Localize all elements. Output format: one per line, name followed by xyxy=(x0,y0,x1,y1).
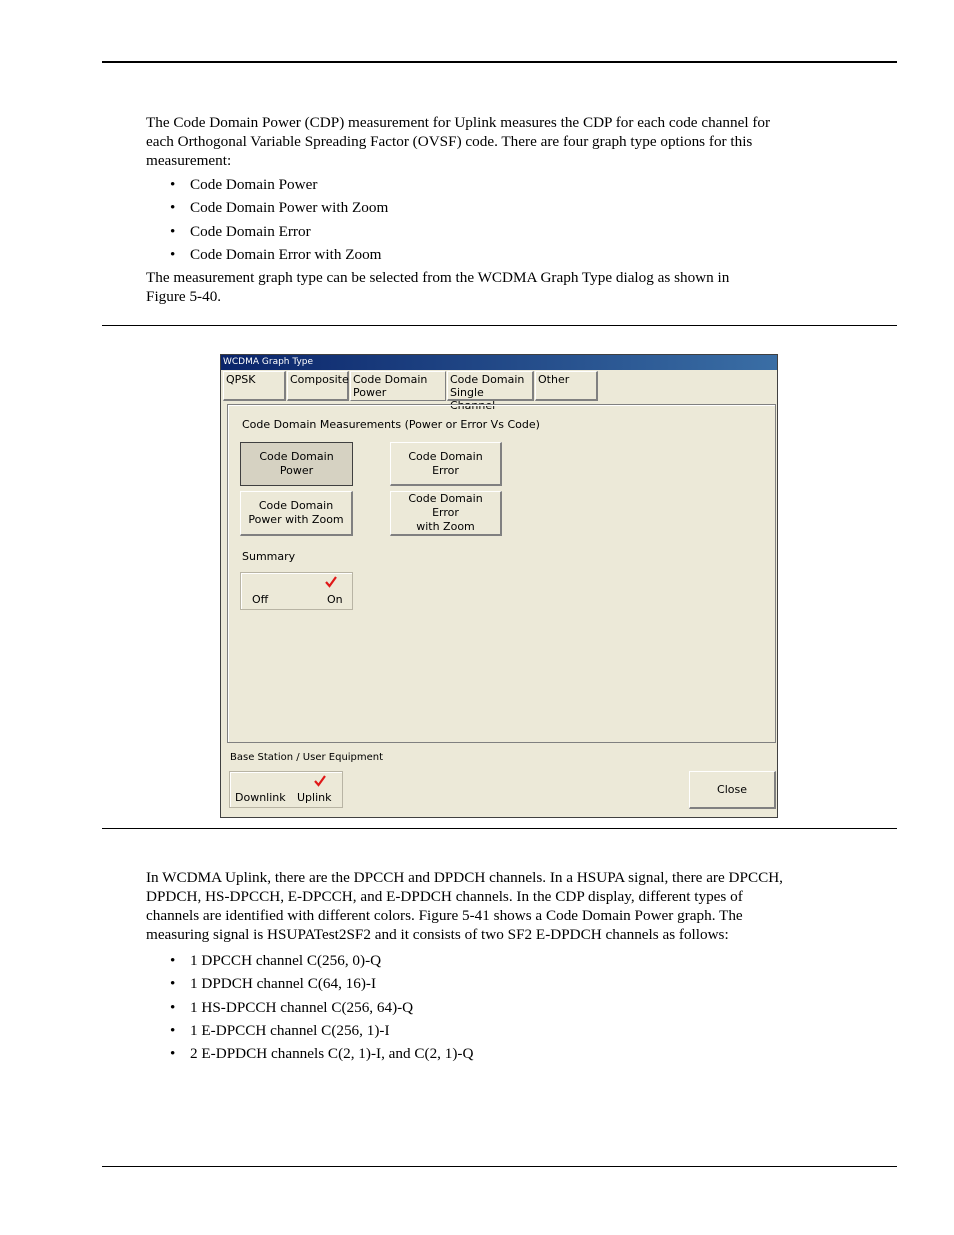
list-item: • 1 DPDCH channel C(64, 16)-I xyxy=(146,974,473,993)
code-domain-error-button[interactable] xyxy=(390,442,502,486)
tab-qpsk[interactable] xyxy=(223,371,286,401)
intro-line-3: measurement: xyxy=(146,152,232,169)
tab-label: QPSK xyxy=(226,373,256,386)
channel-list xyxy=(146,951,473,1067)
header-rule xyxy=(102,61,897,63)
intro-line-1: The Code Domain Power (CDP) measurement for Uplink measures the CDP for each code channel for xyxy=(146,114,771,131)
button-label: Code Domain Error xyxy=(408,449,483,477)
bs-ue-toggle[interactable] xyxy=(229,771,343,808)
bs-ue-label: Base Station / User Equipment xyxy=(230,752,384,763)
figure-top-rule xyxy=(102,325,897,326)
summary-label: Summary xyxy=(242,550,296,563)
checkmark-icon xyxy=(313,774,327,788)
code-domain-power-button[interactable] xyxy=(240,442,353,486)
list-item: • 1 HS-DPCCH channel C(256, 64)-Q xyxy=(146,998,473,1017)
list-item: • Code Domain Error xyxy=(146,222,388,241)
button-label: Close xyxy=(717,782,747,796)
uplink-paragraph xyxy=(146,868,898,944)
tab-composite[interactable] xyxy=(287,371,349,401)
tab-code-domain-single-channel[interactable] xyxy=(447,371,534,412)
wcdma-graph-type-dialog xyxy=(220,354,778,818)
uplink-line-3: channels are identified with different colors. Figure 5-41 shows a Code Domain Power graph. The xyxy=(146,907,743,924)
summary-on-option[interactable]: On xyxy=(327,593,343,606)
close-button[interactable] xyxy=(689,771,776,809)
button-label: Code Domain Error with Zoom xyxy=(408,492,483,533)
code-domain-power-zoom-button[interactable] xyxy=(240,491,353,536)
select-line-2: Figure 5-40. xyxy=(146,288,222,305)
list-item: • Code Domain Power with Zoom xyxy=(146,198,388,217)
dialog-title: WCDMA Graph Type xyxy=(221,355,777,370)
list-item: • 2 E-DPDCH channels C(2, 1)-I, and C(2, 1)-Q xyxy=(146,1044,473,1063)
uplink-line-1: In WCDMA Uplink, there are the DPCCH and DPDCH channels. In a HSUPA signal, there are DPCCH, xyxy=(146,869,783,886)
checkmark-icon xyxy=(324,575,338,589)
downlink-option[interactable]: Downlink xyxy=(235,791,286,804)
select-line-1: The measurement graph type can be selected from the WCDMA Graph Type dialog as shown in xyxy=(146,269,730,286)
list-item: • Code Domain Power xyxy=(146,175,388,194)
graph-type-list xyxy=(146,175,388,268)
select-paragraph xyxy=(146,268,898,306)
uplink-line-2: DPDCH, HS-DPCCH, E-DPCCH, and E-DPDCH channels. In the CDP display, different types of xyxy=(146,888,743,905)
intro-paragraph xyxy=(146,113,898,170)
uplink-line-4: measuring signal is HSUPATest2SF2 and it consists of two SF2 E-DPDCH channels as follows: xyxy=(146,926,729,943)
code-domain-panel xyxy=(227,404,776,743)
code-domain-error-zoom-button[interactable] xyxy=(390,491,502,536)
section-label: Code Domain Measurements (Power or Error Vs Code) xyxy=(242,418,540,431)
tab-label: Code Domain xyxy=(450,373,525,386)
list-item: • 1 E-DPCCH channel C(256, 1)-I xyxy=(146,1021,473,1040)
button-label: Code Domain Power with Zoom xyxy=(248,499,344,526)
uplink-option[interactable]: Uplink xyxy=(297,791,332,804)
tab-label: Code Domain xyxy=(353,373,428,386)
tab-label: Other xyxy=(538,373,570,386)
tab-other[interactable] xyxy=(535,371,598,401)
button-label: Code Domain Power xyxy=(259,450,334,477)
footer-rule xyxy=(102,1166,897,1167)
tab-label: Power xyxy=(353,386,387,399)
tab-code-domain-power[interactable] xyxy=(350,371,446,401)
tab-label: Single Channel xyxy=(450,386,496,412)
summary-toggle[interactable] xyxy=(240,572,353,610)
intro-line-2: each Orthogonal Variable Spreading Factor (OVSF) code. There are four graph type options for this xyxy=(146,133,753,150)
figure-bottom-rule xyxy=(102,828,897,829)
list-item: • Code Domain Error with Zoom xyxy=(146,245,388,264)
list-item: • 1 DPCCH channel C(256, 0)-Q xyxy=(146,951,473,970)
summary-off-option[interactable]: Off xyxy=(252,593,269,606)
tab-label: Composite xyxy=(290,373,349,386)
